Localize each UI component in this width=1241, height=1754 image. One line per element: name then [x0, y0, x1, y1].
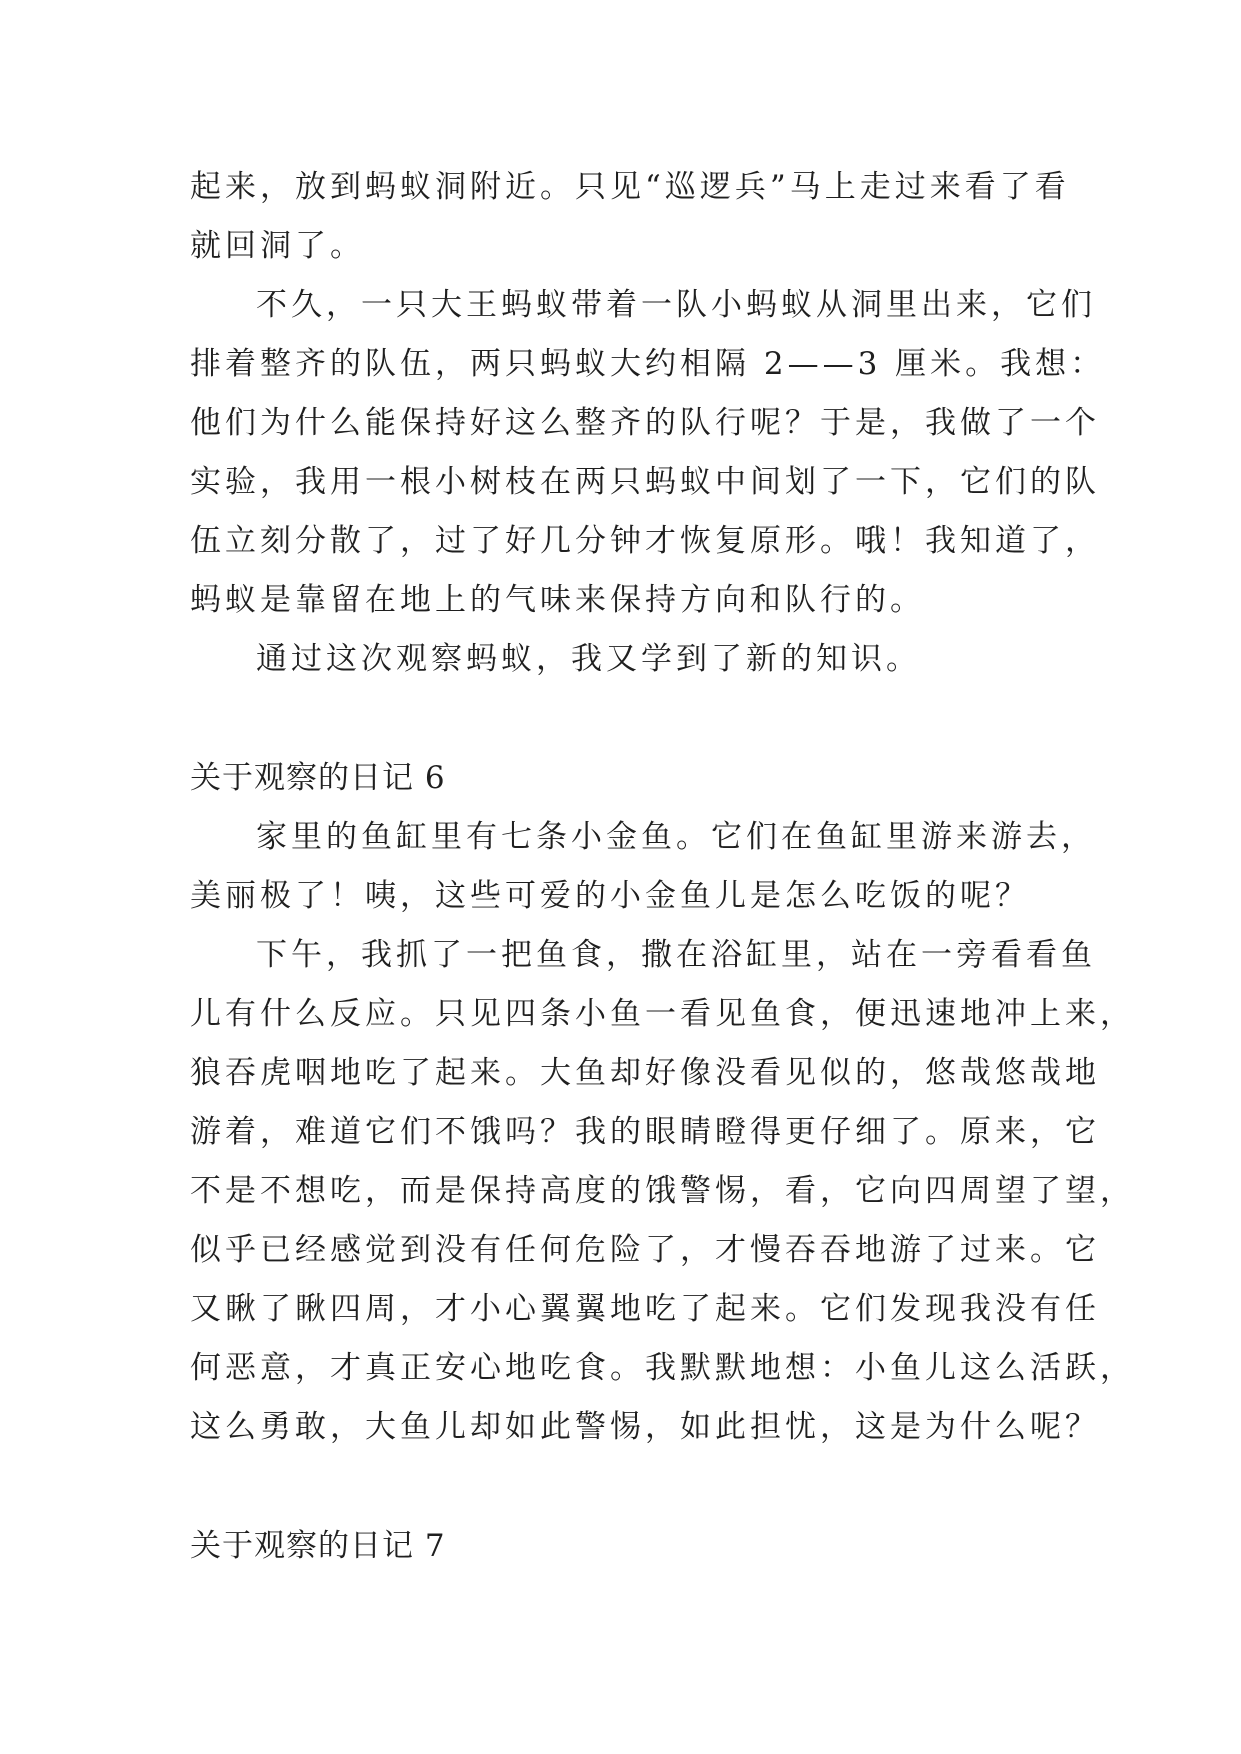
text-line: 狼吞虎咽地吃了起来。大鱼却好像没看见似的，悠哉悠哉地 [190, 1055, 1100, 1091]
text-line: 这么勇敢，大鱼儿却如此警惕，如此担忧，这是为什么呢？ [190, 1409, 1100, 1445]
section-gap [190, 689, 1060, 749]
text-line: 又瞅了瞅四周，才小心翼翼地吃了起来。它们发现我没有任 [190, 1291, 1100, 1327]
diary-heading-7: 关于观察的日记 7 [190, 1528, 446, 1564]
text-line: 儿有什么反应。只见四条小鱼一看见鱼食，便迅速地冲上来， [190, 996, 1135, 1032]
paragraph-continued [190, 158, 1070, 276]
text-line: 不是不想吃，而是保持高度的饿警惕，看，它向四周望了望， [190, 1173, 1135, 1209]
text-line: 何恶意，才真正安心地吃食。我默默地想：小鱼儿这么活跃， [190, 1350, 1135, 1386]
text-line: 实验，我用一根小树枝在两只蚂蚁中间划了一下，它们的队 [190, 464, 1100, 500]
text-line: 通过这次观察蚂蚁，我又学到了新的知识。 [256, 641, 921, 677]
text-line: 伍立刻分散了，过了好几分钟才恢复原形。哦！我知道了， [190, 523, 1100, 559]
text-line: 似乎已经感觉到没有任何危险了，才慢吞吞地游了过来。它 [190, 1232, 1100, 1268]
diary-heading-6: 关于观察的日记 6 [190, 760, 446, 796]
section-gap [190, 1457, 1060, 1517]
text-line: 游着，难道它们不饿吗？我的眼睛瞪得更仔细了。原来，它 [190, 1114, 1100, 1150]
text-line: 他们为什么能保持好这么整齐的队行呢？于是，我做了一个 [190, 405, 1100, 441]
text-line: 下午，我抓了一把鱼食，撒在浴缸里，站在一旁看看鱼 [256, 937, 1096, 973]
text-line: 起来，放到蚂蚁洞附近。只见“巡逻兵”马上走过来看了看 [190, 169, 1070, 205]
text-line: 蚂蚁是靠留在地上的气味来保持方向和队行的。 [190, 582, 925, 618]
text-line: 就回洞了。 [190, 228, 365, 264]
paragraph-goldfish-observation [190, 926, 1135, 1457]
text-line: 家里的鱼缸里有七条小金鱼。它们在鱼缸里游来游去， [256, 819, 1096, 855]
text-line: 不久，一只大王蚂蚁带着一队小蚂蚁从洞里出来，它们 [256, 287, 1096, 323]
paragraph-goldfish-intro [190, 808, 1096, 926]
text-line: 美丽极了！咦，这些可爱的小金鱼儿是怎么吃饭的呢？ [190, 878, 1030, 914]
paragraph-ant-line [190, 276, 1106, 630]
paragraph-conclusion [190, 630, 1060, 689]
text-line: 排着整齐的队伍，两只蚂蚁大约相隔 2——3 厘米。我想： [190, 346, 1106, 382]
document-page [190, 158, 1135, 1576]
